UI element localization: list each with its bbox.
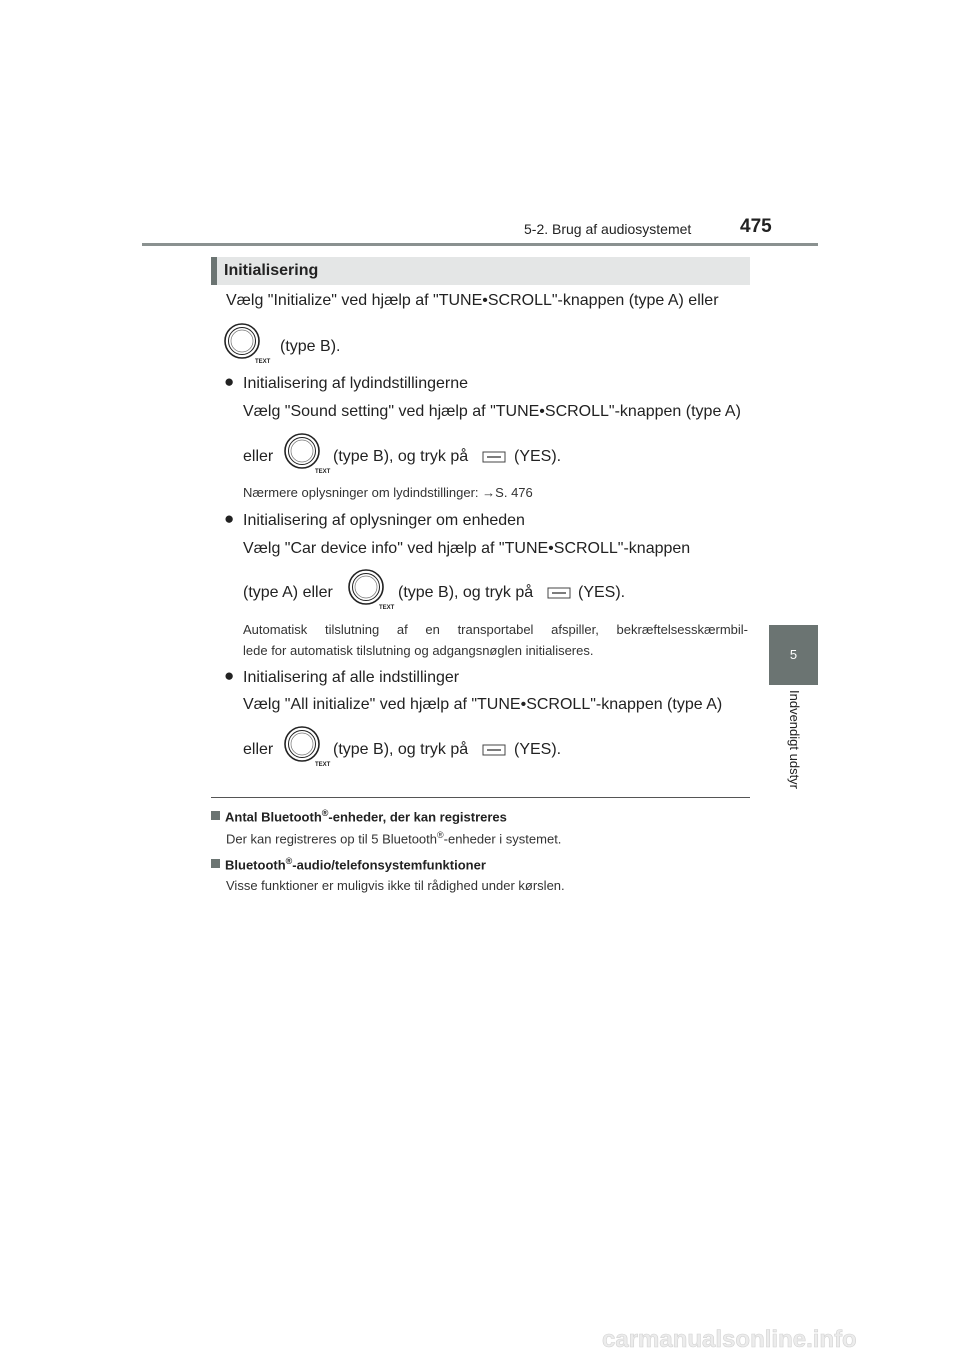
intro-line-2: (type B). [280,338,341,355]
bullet-2-line-2-mid: (type B), og tryk på [398,584,534,601]
bullet-2-line-2-pre: (type A) eller [243,584,333,601]
yes-button-icon [547,587,571,599]
svg-text:carmanualsonline.info: carmanualsonline.info [602,1326,857,1353]
info-2-text: Visse funktioner er muligvis ikke til rådighed under kørslen. [226,878,565,893]
bullet-dot: ● [224,372,235,391]
bullet-2-line-1: Vælg "Car device info" ved hjælp af "TUNE•SCROLL"-knappen [243,540,691,557]
bullet-2-line-2-post: (YES). [578,584,626,601]
chapter-tab: 5 [769,625,818,685]
watermark-logo [600,1320,950,1356]
bullet-3-line-1: Vælg "All initialize" ved hjælp af "TUNE•SCROLL"-knappen (type A) [243,696,723,713]
reference-arrow-icon: → [482,485,496,500]
bullet-3-line-2-pre: eller [243,741,274,758]
yes-button-icon [482,744,506,756]
knob-text-label: TEXT [255,359,271,365]
bullet-2-title: Initialisering af oplysninger om enheden [243,512,525,529]
intro-line-1: Vælg "Initialize" ved hjælp af "TUNE•SCROLL"-knappen (type A) eller [226,292,719,309]
bullet-1-line-2-post: (YES). [514,448,562,465]
knob-text-label: TEXT [315,762,331,768]
page-number: 475 [740,216,772,237]
bullet-1-line-2-mid: (type B), og tryk på [333,448,469,465]
info-1-text: Der kan registreres op til 5 Bluetooth®-enheder i systemet. [226,830,562,847]
bullet-3-title: Initialisering af alle indstillinger [243,669,460,686]
section-title: Initialisering [224,262,319,279]
tune-knob-icon [282,725,331,768]
tune-knob-icon [222,322,271,365]
bullet-dot: ● [224,666,235,685]
bullet-2-note-1: Automatisk tilslutning af en transportabel afspiller, bekræftelsesskærmbil- [243,622,748,637]
bullet-1-title: Initialisering af lydindstillingerne [243,375,469,392]
section-bar-marker [211,257,217,285]
tune-knob-icon [346,568,395,611]
info-2-title: Bluetooth®-audio/telefonsystemfunktioner [211,856,486,872]
bullet-1-note: Nærmere oplysninger om lydindstillinger: →S. 476 [243,485,533,500]
yes-button-icon [482,451,506,463]
section-heading: 5-2. Brug af audiosystemet [524,221,692,237]
knob-text-label: TEXT [379,605,395,611]
knob-text-label: TEXT [315,469,331,475]
header-rule [142,243,818,246]
tune-knob-icon [282,432,331,475]
bullet-3-line-2-post: (YES). [514,741,562,758]
chapter-label: Indvendigt udstyr [787,690,802,790]
bullet-dot: ● [224,509,235,528]
divider [211,797,750,798]
bullet-1-line-2-pre: eller [243,448,274,465]
bullet-3-line-2-mid: (type B), og tryk på [333,741,469,758]
info-1-title: Antal Bluetooth®-enheder, der kan registreres [211,808,507,824]
bullet-2-note-2: lede for automatisk tilslutning og adgangsnøglen initialiseres. [243,643,594,658]
square-bullet-icon [211,859,220,868]
bullet-1-line-1: Vælg "Sound setting" ved hjælp af "TUNE•SCROLL"-knappen (type A) [243,403,741,420]
square-bullet-icon [211,811,220,820]
